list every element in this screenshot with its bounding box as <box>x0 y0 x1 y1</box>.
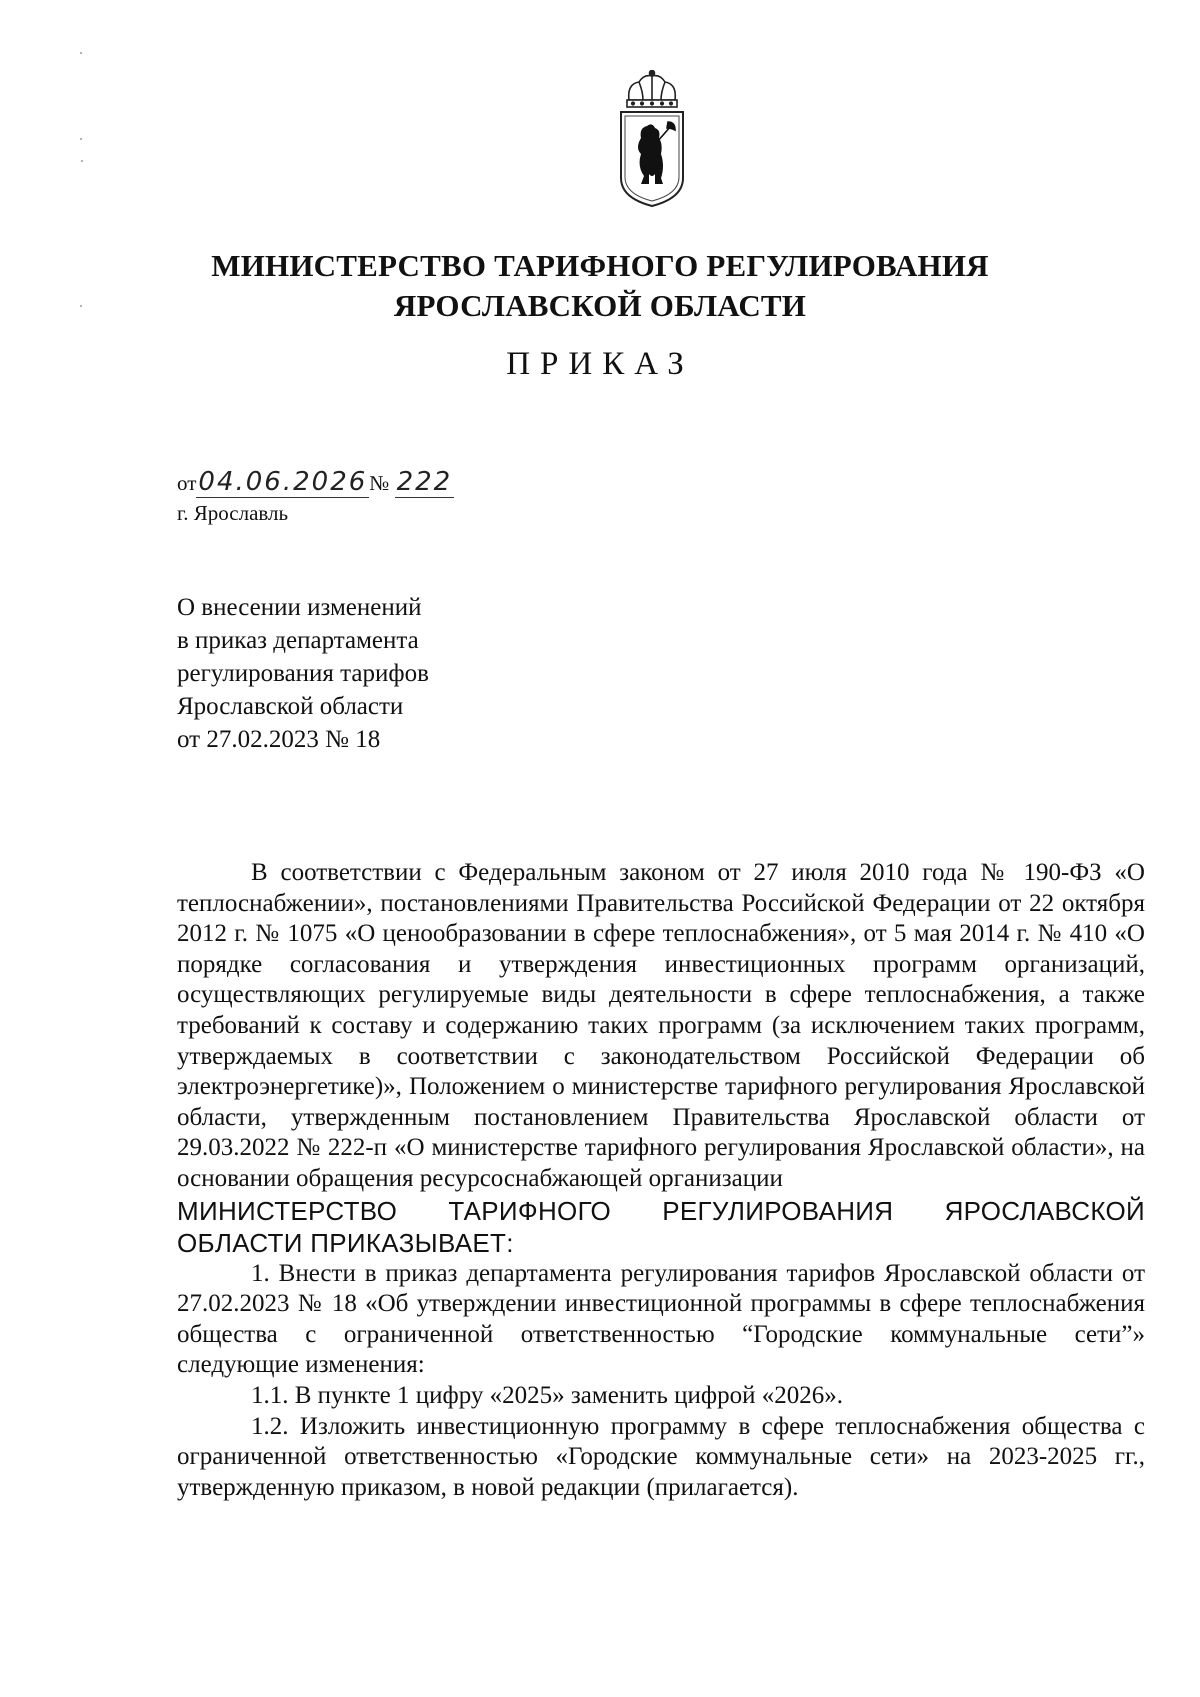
coat-of-arms-icon <box>617 70 687 210</box>
scan-speck <box>80 305 82 307</box>
ministry-name <box>200 246 1000 326</box>
ministry-name-line2: ЯРОСЛАВСКОЙ ОБЛАСТИ <box>393 288 807 323</box>
decree-statement: МИНИСТЕРСТВО ТАРИФНОГО РЕГУЛИРОВАНИЯ ЯРОСЛАВСКОЙ ОБЛАСТИ ПРИКАЗЫВАЕТ: <box>177 1195 1145 1258</box>
city: г. Ярославль <box>177 501 289 525</box>
item-1: 1. Внести в приказ департамента регулирования тарифов Ярославской области от 27.02.2023 № 18 «Об утверждении инвестиционной программы в сфере теплоснабжения общества с ограниченной ответственностью “Городские коммунальные сети”» следующие изменения: <box>177 1259 1145 1379</box>
subject-line: Ярославской области <box>177 693 404 720</box>
scan-speck <box>80 52 82 54</box>
date-prefix: от <box>177 471 197 495</box>
subject-line: в приказ департамента <box>177 627 419 654</box>
order-subject <box>177 591 537 756</box>
crown-icon <box>627 71 677 108</box>
subject-line: от 27.02.2023 № 18 <box>177 726 381 753</box>
document-type: ПРИКАЗ <box>506 346 694 382</box>
item-1-2: 1.2. Изложить инвестиционную программу в сфере теплоснабжения общества с ограниченной ответственностью «Городские коммунальные сети» на 2023-2025 гг., утвержденную приказом, в новой редакции (прилагается). <box>177 1412 1145 1501</box>
scan-speck <box>80 138 82 140</box>
date-number-line <box>177 467 454 497</box>
subject-line: О внесении изменений <box>177 594 422 621</box>
scan-speck <box>81 160 83 162</box>
subject-line: регулирования тарифов <box>177 660 429 687</box>
order-body <box>177 858 1145 1503</box>
preamble-paragraph: В соответствии с Федеральным законом от 27 июля 2010 года № 190-ФЗ «О теплоснабжении», постановлениями Правительства Российской Федерации от 22 октября 2012 г. № 1075 «О ценообразовании в сфере теплоснабжения», от 5 мая 2014 г. № 410 «О порядке согласования и утверждения инвестиционных программ организаций, осуществляющих регулируемые виды деятельности в сфере теплоснабжения, а также требований к составу и содержанию таких программ (за исключением таких программ, утверждаемых в соответствии с законодательством Российской Федерации об электроэнергетике)», Положением о министерстве тарифного регулирования Ярославской области, утвержденным постановлением Правительства Ярославской области от 29.03.2022 № 222-п «О министерстве тарифного регулирования Ярославской области», на основании обращения ресурсоснабжающей организации <box>177 859 1145 1192</box>
handwritten-number: 222 <box>396 467 453 497</box>
item-1-1: 1.1. В пункте 1 цифру «2025» заменить цифрой «2026». <box>251 1381 843 1409</box>
ministry-name-line1: МИНИСТЕРСТВО ТАРИФНОГО РЕГУЛИРОВАНИЯ <box>211 248 989 283</box>
handwritten-date: 04.06.2026 <box>198 467 368 497</box>
number-prefix: № <box>369 471 390 495</box>
